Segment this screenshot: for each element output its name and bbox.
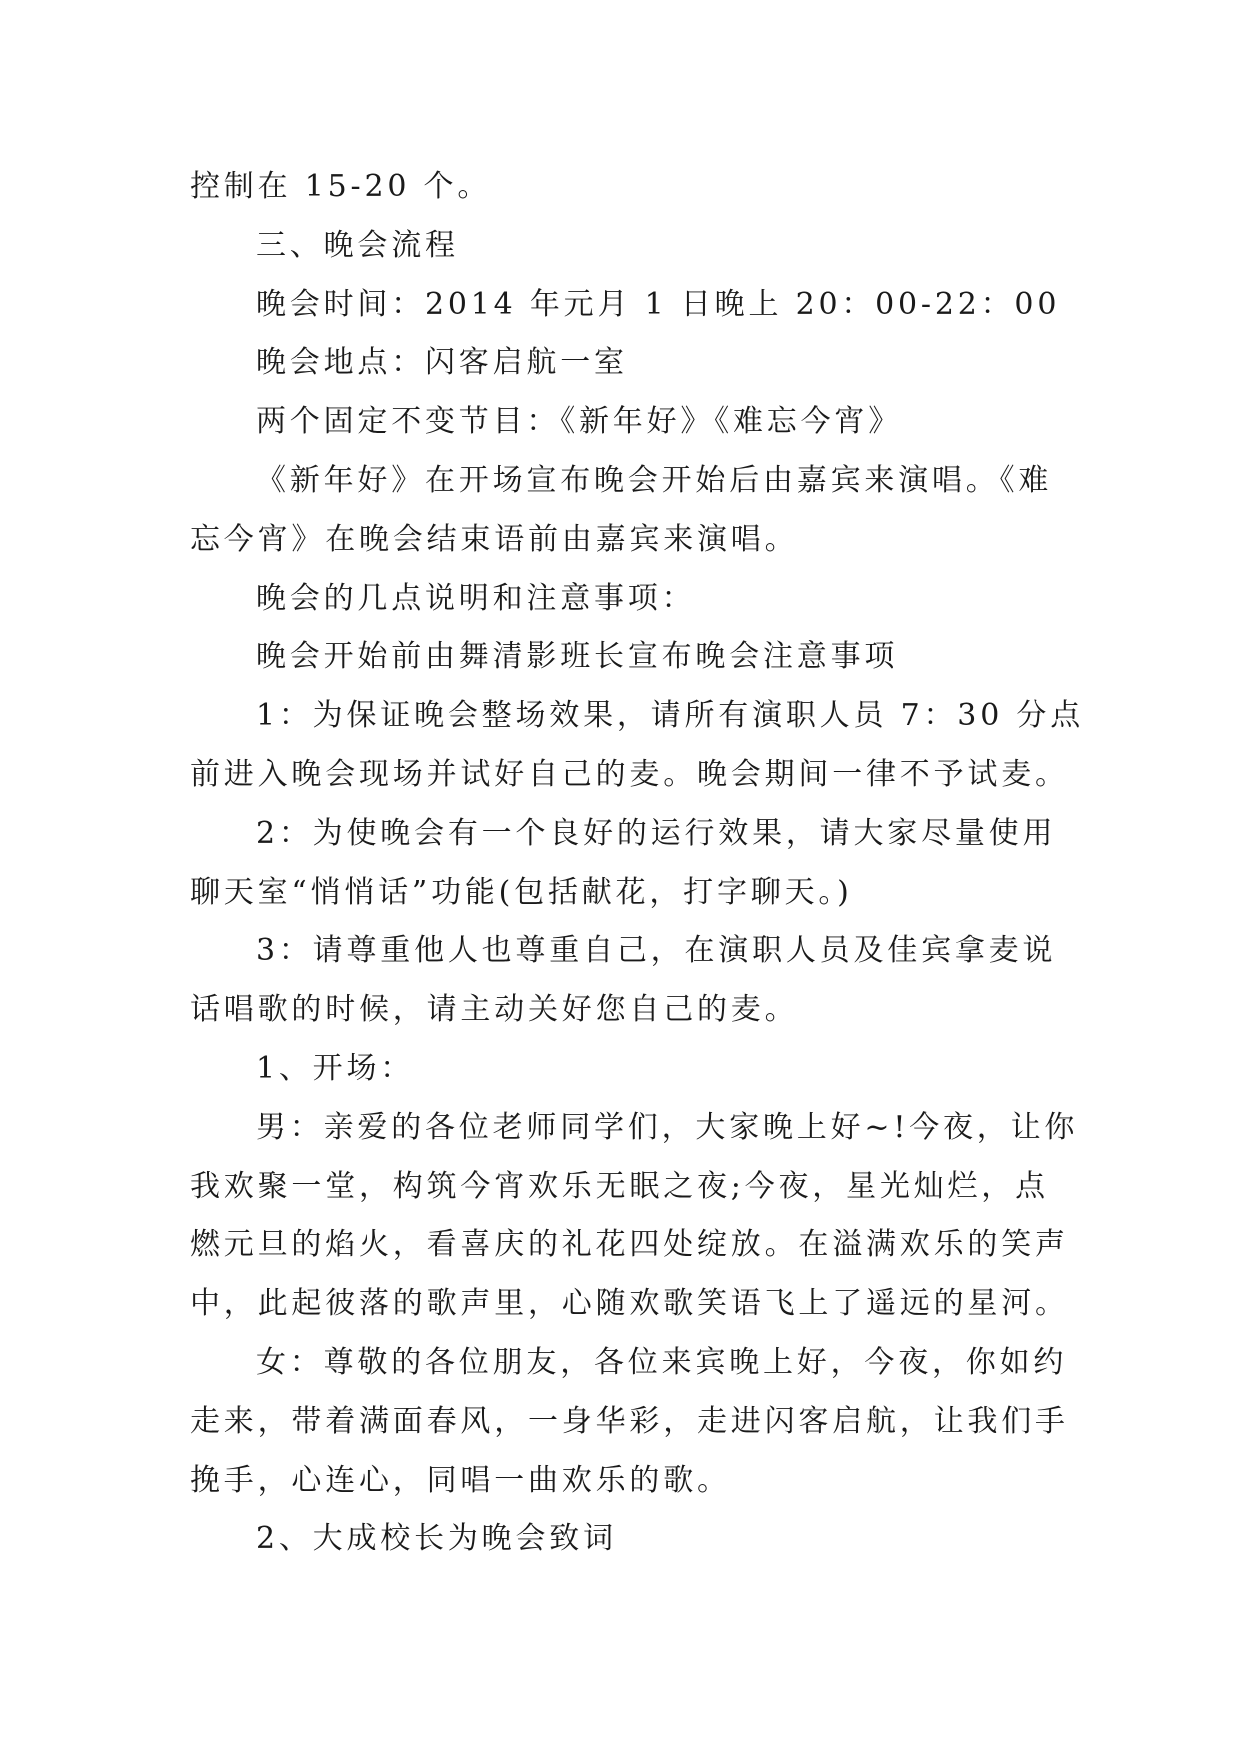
document-body	[190, 158, 1085, 1569]
text-line: 忘今宵》在晚会结束语前由嘉宾来演唱。	[190, 521, 799, 557]
text-line: 聊天室“悄悄话”功能(包括献花，打字聊天。)	[190, 874, 853, 910]
text-line: 前进入晚会现场并试好自己的麦。晚会期间一律不予试麦。	[190, 756, 1069, 792]
section-heading-principal-speech: 2、大成校长为晚会致词	[256, 1521, 617, 1557]
note-item-2: 2：为使晚会有一个良好的运行效果，请大家尽量使用	[256, 815, 1057, 851]
text-line: 我欢聚一堂，构筑今宵欢乐无眠之夜;今夜，星光灿烂，点	[190, 1168, 1049, 1204]
section-heading-program-flow: 三、晚会流程	[256, 227, 459, 263]
text-line: 晚会开始前由舞清影班长宣布晚会注意事项	[256, 639, 899, 675]
text-line: 挽手，心连心，同唱一曲欢乐的歌。	[190, 1462, 731, 1498]
section-heading-opening: 1、开场：	[256, 1050, 415, 1086]
text-line: 走来，带着满面春风，一身华彩，走进闪客启航，让我们手	[190, 1403, 1069, 1439]
text-line: 燃元旦的焰火，看喜庆的礼花四处绽放。在溢满欢乐的笑声	[190, 1227, 1069, 1263]
female-host-line: 女：尊敬的各位朋友，各位来宾晚上好，今夜，你如约	[256, 1344, 1068, 1380]
text-line: 控制在 15-20 个。	[190, 169, 492, 204]
fixed-programs-line: 两个固定不变节目：《新年好》《难忘今宵》	[256, 404, 902, 440]
text-line: 话唱歌的时候，请主动关好您自己的麦。	[190, 992, 799, 1028]
note-item-3: 3：请尊重他人也尊重自己，在演职人员及佳宾拿麦说	[256, 933, 1057, 969]
event-location-line: 晚会地点：闪客启航一室	[256, 345, 628, 381]
notes-heading: 晚会的几点说明和注意事项：	[256, 580, 696, 616]
text-line: 中，此起彼落的歌声里，心随欢歌笑语飞上了遥远的星河。	[190, 1286, 1069, 1322]
event-time-line: 晚会时间：2014 年元月 1 日晚上 20：00-22：00	[256, 286, 1061, 322]
text-line: 《新年好》在开场宣布晚会开始后由嘉宾来演唱。《难	[256, 462, 1053, 498]
note-item-1: 1：为保证晚会整场效果，请所有演职人员 7：30 分点	[256, 698, 1085, 734]
male-host-line: 男：亲爱的各位老师同学们，大家晚上好~!今夜，让你	[256, 1109, 1079, 1145]
